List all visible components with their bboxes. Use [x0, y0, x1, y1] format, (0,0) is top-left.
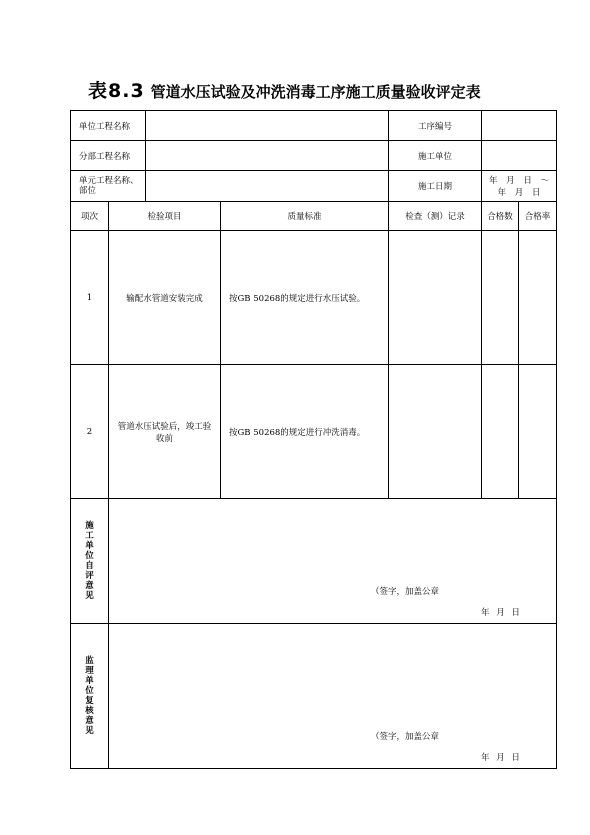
- unit-project-value[interactable]: [146, 111, 389, 141]
- item-pass-rate[interactable]: [519, 231, 557, 365]
- supervisor-signature-note: （签字，加盖公章: [371, 732, 440, 742]
- header-pass-rate: 合格率: [519, 202, 557, 231]
- contractor-label: 施工单位: [389, 141, 482, 171]
- unit-work-label: 单元工程名称、部位: [71, 171, 146, 202]
- contractor-opinion-content[interactable]: [109, 499, 557, 624]
- supervisor-opinion-label: 监理单位复核意见: [71, 624, 109, 769]
- form-title: [88, 76, 588, 100]
- construction-date-label: 施工日期: [389, 171, 482, 202]
- item-pass-rate[interactable]: [519, 365, 557, 499]
- item-index: 1: [71, 231, 109, 365]
- item-standard: 按GB 50268的规定进行水压试验。: [221, 231, 389, 365]
- contractor-opinion-label: 施工单位自评意见: [71, 499, 109, 624]
- item-record[interactable]: [389, 365, 482, 499]
- sub-project-value[interactable]: [146, 141, 389, 171]
- item-index: 2: [71, 365, 109, 499]
- item-name: 管道水压试验后，竣工验收前: [109, 365, 221, 499]
- info-row-sub-project: [71, 141, 557, 171]
- header-standard: 质量标准: [221, 202, 389, 231]
- header-index: 项次: [71, 202, 109, 231]
- process-code-value[interactable]: [482, 111, 557, 141]
- construction-date-value[interactable]: 年 月 日 ～ 年 月 日: [482, 171, 557, 202]
- table-row: [71, 365, 557, 499]
- contractor-value[interactable]: [482, 141, 557, 171]
- table-row: [71, 231, 557, 365]
- unit-project-label: 单位工程名称: [71, 111, 146, 141]
- item-record[interactable]: [389, 231, 482, 365]
- info-row-unit-work: [71, 171, 557, 202]
- item-pass-count[interactable]: [482, 365, 519, 499]
- info-row-unit-project: [71, 111, 557, 141]
- table-number: 表8.3: [88, 80, 145, 100]
- supervisor-opinion-row: [71, 624, 557, 769]
- process-code-label: 工序编号: [389, 111, 482, 141]
- inspection-form-table: [70, 110, 557, 769]
- contractor-opinion-row: [71, 499, 557, 624]
- supervisor-date: 年 月 日: [481, 753, 520, 763]
- supervisor-opinion-content[interactable]: [109, 624, 557, 769]
- contractor-date: 年 月 日: [481, 608, 520, 618]
- header-pass-count: 合格数: [482, 202, 519, 231]
- unit-work-value[interactable]: [146, 171, 389, 202]
- item-pass-count[interactable]: [482, 231, 519, 365]
- table-title: 管道水压试验及冲洗消毒工序施工质量验收评定表: [150, 83, 481, 100]
- contractor-signature-note: （签字，加盖公章: [371, 587, 440, 597]
- header-item: 检验项目: [109, 202, 221, 231]
- sub-project-label: 分部工程名称: [71, 141, 146, 171]
- item-standard: 按GB 50268的规定进行冲洗消毒。: [221, 365, 389, 499]
- header-record: 检查（测）记录: [389, 202, 482, 231]
- item-name: 输配水管道安装完成: [109, 231, 221, 365]
- header-row: [71, 202, 557, 231]
